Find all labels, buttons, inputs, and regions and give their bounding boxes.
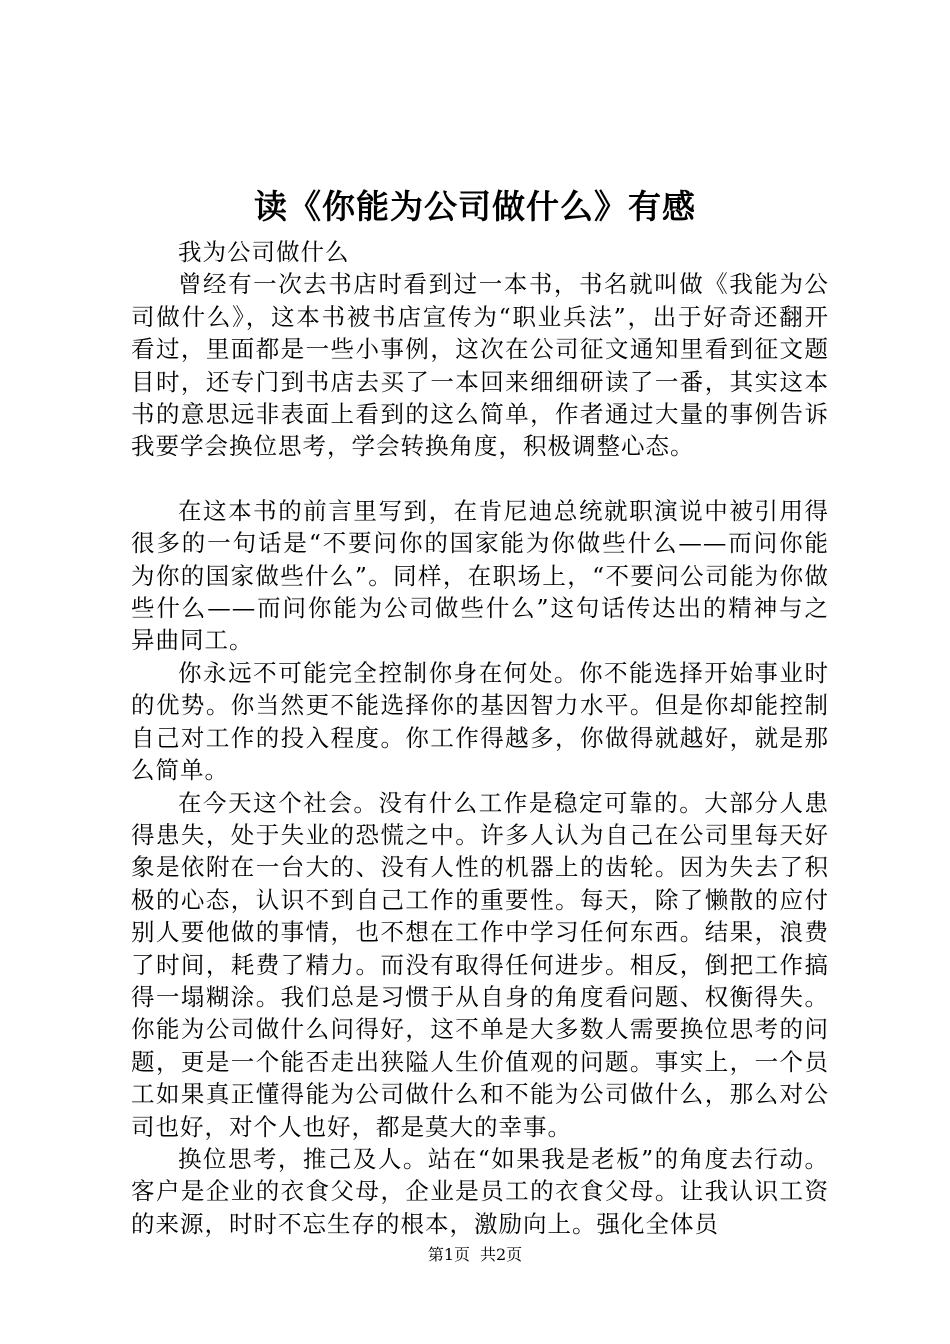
paragraph: 在今天这个社会。没有什么工作是稳定可靠的。大部分人患得患失，处于失业的恐慌之中。许多人认为自己在公司里每天好象是依附在一台大的、没有人性的机器上的齿轮。因为失去了积极的心态，认识不到自己工作的重要性。每天，除了懒散的应付别人要他做的事情，也不想在工作中学习任何东西。结果，浪费了时间，耗费了精力。而没有取得任何进步。相反，倒把工作搞得一塌糊涂。我们总是习惯于从自身的角度看问题、权衡得失。你能为公司做什么问得好，这不单是大多数人需要换位思考的问题，更是一个能否走出狭隘人生价值观的问题。事实上，一个员工如果真正懂得能为公司做什么和不能为公司做什么，那么对公司也好，对个人也好，都是莫大的幸事。 <box>131 788 829 1141</box>
paragraph: 在这本书的前言里写到，在肯尼迪总统就职演说中被引用得很多的一句话是“不要问你的国家能为你做些什么——而问你能为你的国家做些什么”。同样，在职场上，“不要问公司能为你做些什么——而问你能为公司做些什么”这句话传达出的精神与之异曲同工。 <box>131 496 829 655</box>
paragraph-subtitle: 我为公司做什么 <box>178 238 350 266</box>
paragraph: 曾经有一次去书店时看到过一本书，书名就叫做《我能为公司做什么》，这本书被书店宣传为“职业兵法”，出于好奇还翻开看过，里面都是一些小事例，这次在公司征文通知里看到征文题目时，还专门到书店去买了一本回来细细研读了一番，其实这本书的意思远非表面上看到的这么简单，作者通过大量的事例告诉我要学会换位思考，学会转换角度，积极调整心态。 <box>131 270 829 461</box>
document-title: 读《你能为公司做什么》有感 <box>254 187 696 226</box>
page-number-current: 第1页 <box>427 1245 470 1264</box>
page-number-total: 共2页 <box>480 1245 523 1264</box>
document-body <box>131 236 829 1240</box>
paragraph: 你永远不可能完全控制你身在何处。你不能选择开始事业时的优势。你当然更不能选择你的基因智力水平。但是你却能控制自己对工作的投入程度。你工作得越多，你做得就越好，就是那么简单。 <box>131 658 829 785</box>
paragraph: 换位思考，推己及人。站在“如果我是老板”的角度去行动。客户是企业的衣食父母，企业是员工的衣食父母。让我认识工资的来源，时时不忘生存的根本，激励向上。强化全体员 <box>131 1144 829 1238</box>
page-footer <box>0 1243 950 1267</box>
